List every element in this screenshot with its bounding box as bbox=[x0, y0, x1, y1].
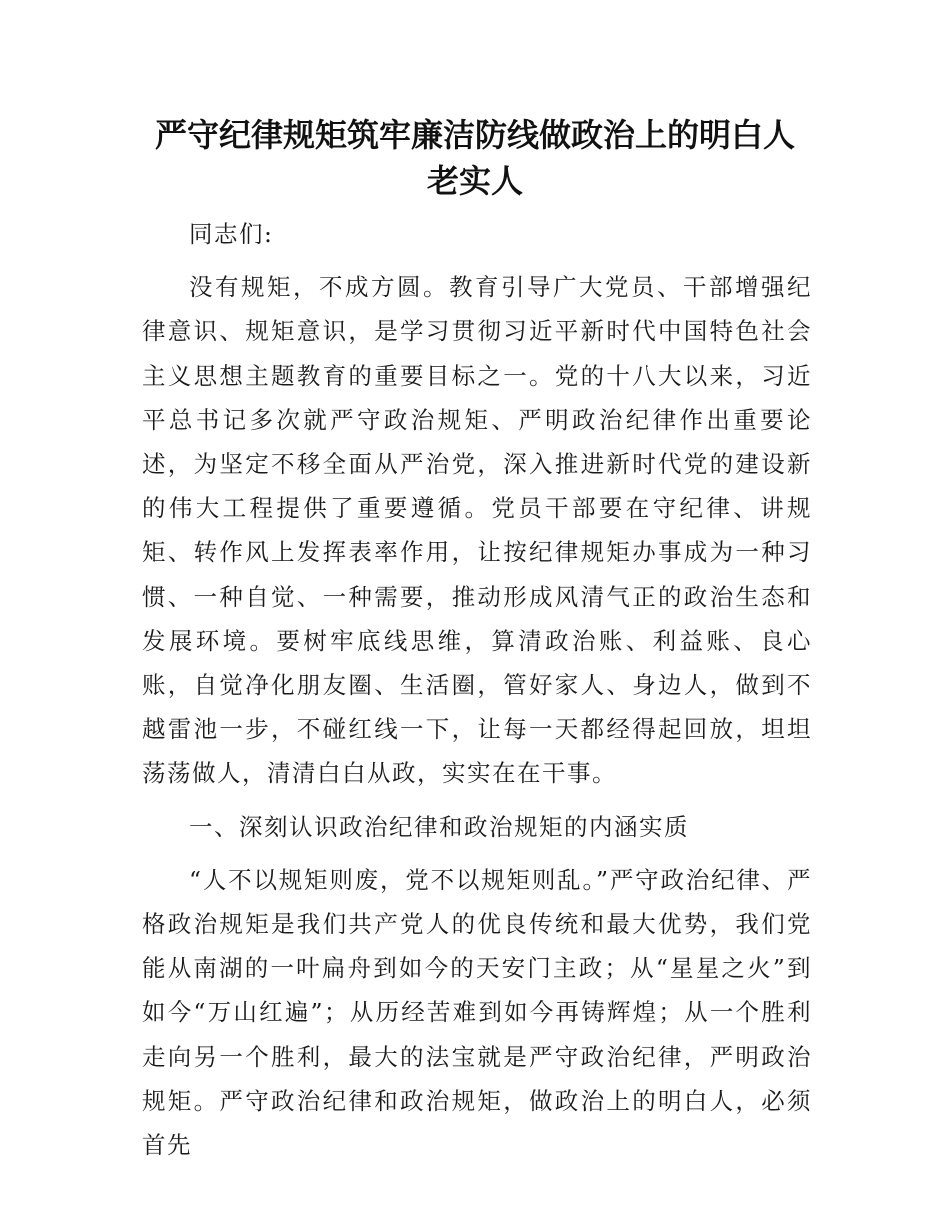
paragraph-2: “人不以规矩则废，党不以规矩则乱。”严守政治纪律、严格政治规矩是我们共产党人的优良传统和最大优势，我们党能从南湖的一叶扁舟到如今的天安门主政；从“星星之火”到如今“万山红遍”；从历经苦难到如今再铸辉煌；从一个胜利走向另一个胜利，最大的法宝就是严守政治纪律，严明政治规矩。严守政治纪律和政治规矩，做政治上的明白人，必须首先 bbox=[142, 865, 812, 1160]
title-line-1: 严守纪律规矩筑牢廉洁防线做政治上的明白人 bbox=[154, 116, 795, 154]
document-title bbox=[120, 112, 830, 204]
paragraph-1: 没有规矩，不成方圆。教育引导广大党员、干部增强纪律意识、规矩意识，是学习贯彻习近平新时代中国特色社会主义思想主题教育的重要目标之一。党的十八大以来，习近平总书记多次就严守政治规矩、严明政治纪律作出重要论述，为坚定不移全面从严治党，深入推进新时代党的建设新的伟大工程提供了重要遵循。党员干部要在守纪律、讲规矩、转作风上发挥表率作用，让按纪律规矩办事成为一种习惯、一种自觉、一种需要，推动形成风清气正的政治生态和发展环境。要树牢底线思维，算清政治账、利益账、良心账，自觉净化朋友圈、生活圈，管好家人、身边人，做到不越雷池一步，不碰红线一下，让每一天都经得起回放，坦坦荡荡做人，清清白白从政，实实在在干事。 bbox=[142, 273, 812, 788]
salutation: 同志们: bbox=[189, 220, 274, 248]
document-body bbox=[142, 212, 812, 1176]
section-1-heading: 一、深刻认识政治纪律和政治规矩的内涵实质 bbox=[189, 812, 689, 841]
title-line-2: 老实人 bbox=[426, 162, 523, 200]
